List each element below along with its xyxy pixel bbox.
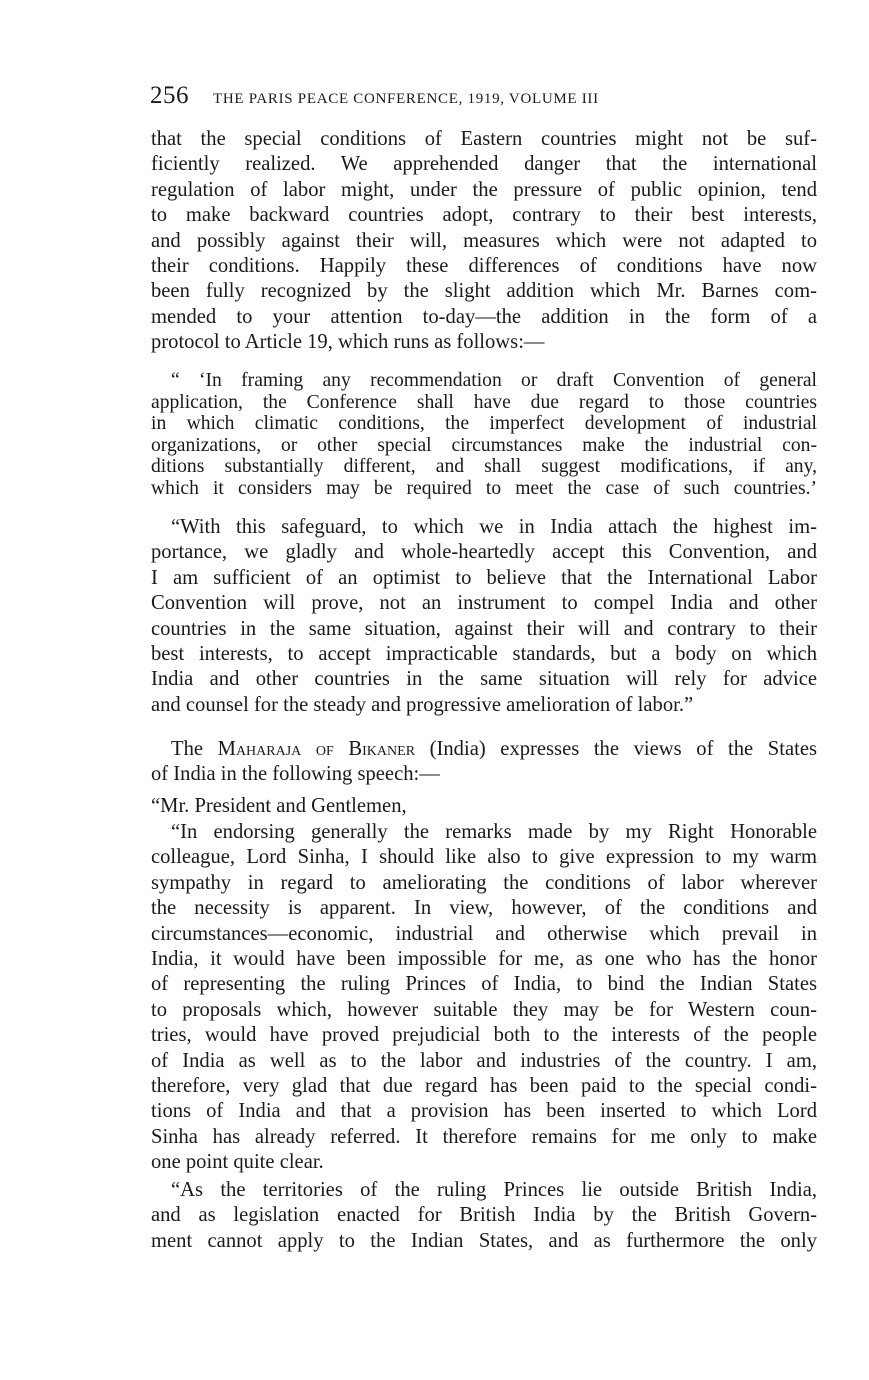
text-line: and possibly against their will, measures which were not adapted to (151, 229, 817, 252)
paragraph-4 (151, 820, 817, 1175)
text-line: sympathy in regard to ameliorating the conditions of labor wherever (151, 871, 817, 894)
text-line: India, it would have been impossible for me, as one who has the honor (151, 947, 817, 970)
running-head: THE PARIS PEACE CONFERENCE, 1919, VOLUME III (213, 91, 599, 107)
text-line: protocol to Article 19, which runs as follows:— (151, 331, 545, 354)
text-line: ditions substantially different, and shall suggest modifications, if any, (151, 456, 817, 478)
page-number: 256 (150, 82, 189, 109)
text-line: Convention will prove, not an instrument to compel India and other (151, 592, 817, 615)
text-line: mended to your attention to-day—the addition in the form of a (151, 305, 817, 328)
text-line: of representing the ruling Princes of India, to bind the Indian States (151, 973, 817, 996)
text-line: I am sufficient of an optimist to believe that the International Labor (151, 566, 817, 589)
text-line: been fully recognized by the slight addition which Mr. Barnes com- (151, 280, 817, 303)
text-line: “Mr. President and Gentlemen, (151, 795, 407, 817)
text-line: to make backward countries adopt, contrary to their best interests, (151, 204, 817, 227)
paragraph-5 (151, 1178, 817, 1254)
text-line: “With this safeguard, to which we in India attach the highest im- (171, 516, 817, 538)
text-line: colleague, Lord Sinha, I should like also to give expression to my warm (151, 846, 817, 869)
text-line: best interests, to accept impracticable standards, but a body on which (151, 642, 817, 665)
text-line: organizations, or other special circumstances make the industrial con- (151, 434, 817, 456)
paragraph-3 (151, 737, 817, 788)
text-line: “As the territories of the ruling Princes lie outside British India, (171, 1179, 817, 1201)
text-line: portance, we gladly and whole-heartedly accept this Convention, and (151, 541, 817, 564)
text-line: India and other countries in the same situation will rely for advice (151, 668, 817, 691)
text-line: regulation of labor might, under the pressure of public opinion, tend (151, 178, 817, 201)
text-line: of India as well as to the labor and industries of the country. I am, (151, 1049, 817, 1072)
paragraph-2 (151, 515, 817, 718)
text-line: therefore, very glad that due regard has been paid to the special condi- (151, 1074, 817, 1097)
text-line: and counsel for the steady and progressive amelioration of labor.” (151, 693, 694, 716)
text-line: the necessity is apparent. In view, however, of the conditions and (151, 897, 817, 920)
block-quote (151, 370, 817, 500)
text-line: to proposals which, however suitable they may be for Western coun- (151, 998, 817, 1021)
text-line: tions of India and that a provision has been inserted to which Lord (151, 1100, 817, 1123)
text-line: in which climatic conditions, the imperfect development of industrial (151, 413, 817, 435)
text-line: “In endorsing generally the remarks made by my Right Honorable (171, 821, 817, 843)
text-fragment: (India) expresses the views of the States (415, 738, 818, 760)
salutation (151, 794, 817, 819)
text-line: and as legislation enacted for British India by the British Govern- (151, 1204, 817, 1227)
text-line: tries, would have proved prejudicial both to the interests of the people (151, 1024, 817, 1047)
text-line: that the special conditions of Eastern countries might not be suf- (151, 128, 817, 150)
text-line: application, the Conference shall have due regard to those countries (151, 391, 817, 413)
page-header (150, 82, 818, 116)
paragraph-1 (151, 127, 817, 356)
text-line: circumstances—economic, industrial and otherwise which prevail in (151, 922, 817, 945)
text-line: their conditions. Happily these differences of conditions have now (151, 254, 817, 277)
text-line: “ ‘In framing any recommendation or draft Convention of general (171, 370, 817, 391)
text-fragment: The (171, 738, 218, 760)
text-line: ment cannot apply to the Indian States, and as furthermore the only (151, 1229, 817, 1252)
text-line (151, 737, 817, 762)
text-line: one point quite clear. (151, 1151, 324, 1174)
text-line: countries in the same situation, against their will and contrary to their (151, 617, 817, 640)
text-line: Sinha has already referred. It therefore remains for me only to make (151, 1125, 817, 1148)
text-line: of India in the following speech:— (151, 763, 440, 786)
speaker-name: Maharaja of Bikaner (217, 738, 416, 760)
text-line: which it considers may be required to meet the case of such countries.’ (151, 477, 817, 499)
text-line: ficiently realized. We apprehended danger that the international (151, 153, 817, 176)
